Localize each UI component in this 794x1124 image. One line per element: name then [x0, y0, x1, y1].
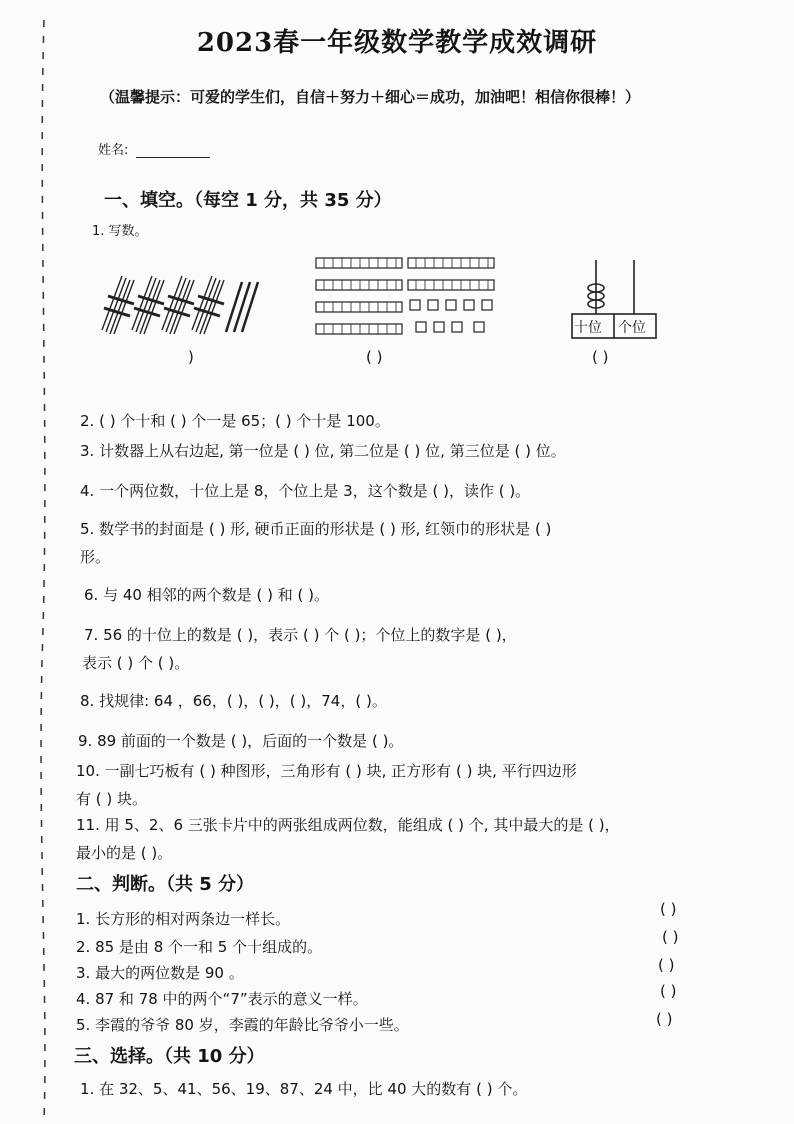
- bundle-3: [162, 276, 194, 334]
- judge-item-4: 4. 87 和 78 中的两个“7”表示的意义一样。: [76, 990, 368, 1008]
- q1-label: 1. 写数。: [92, 224, 148, 239]
- question-3: 3. 计数器上从右边起, 第一位是 ( ) 位, 第二位是 ( ) 位, 第三位是 ( ) 位。: [80, 442, 566, 460]
- choice-item-1: 1. 在 32、5、41、56、19、87、24 中，比 40 大的数有 ( ) 个。: [80, 1080, 528, 1098]
- question-9: 9. 89 前面的一个数是 ( )，后面的一个数是 ( )。: [78, 732, 404, 750]
- stick-bundles-picture: [96, 268, 276, 338]
- judge-item-1: 1. 长方形的相对两条边一样长。: [76, 910, 291, 928]
- judge-item-5: 5. 李霞的爷爷 80 岁，李霞的年龄比爷爷小一些。: [76, 1016, 409, 1034]
- judge-answer-4[interactable]: ( ): [660, 982, 677, 1000]
- question-5: 5. 数学书的封面是 ( ) 形, 硬币正面的形状是 ( ) 形, 红领巾的形状是 ( ): [80, 520, 552, 538]
- question-6: 6. 与 40 相邻的两个数是 ( ) 和 ( )。: [84, 586, 329, 604]
- question-10-cont: 有 ( ) 块。: [76, 790, 148, 808]
- name-blank-line[interactable]: [136, 145, 210, 158]
- section2-heading: 二、判断。（共 5 分）: [76, 874, 255, 895]
- judge-item-2: 2. 85 是由 8 个一和 5 个十组成的。: [76, 938, 323, 956]
- judge-answer-5[interactable]: ( ): [656, 1010, 673, 1028]
- judge-item-3: 3. 最大的两位数是 90 。: [76, 964, 244, 982]
- question-11: 11. 用 5、2、6 三张卡片中的两张组成两位数，能组成 ( ) 个, 其中最大的是 ( )，: [76, 816, 620, 834]
- judge-answer-1[interactable]: ( ): [660, 900, 677, 918]
- question-10: 10. 一副七巧板有 ( ) 种图形，三角形有 ( ) 块, 正方形有 ( ) 块, 平行四边形: [76, 762, 577, 780]
- section1-heading: 一、填空。（每空 1 分，共 35 分）: [104, 190, 392, 211]
- warm-tip: （温馨提示：可爱的学生们，自信＋努力＋细心＝成功，加油吧！相信你很棒！）: [100, 88, 641, 106]
- question-5-cont: 形。: [80, 548, 111, 566]
- question-4: 4. 一个两位数，十位上是 8，个位上是 3，这个数是 ( )，读作 ( )。: [80, 482, 531, 500]
- q1-answer-2[interactable]: ( ): [366, 348, 383, 366]
- question-7: 7. 56 的十位上的数是 ( )，表示 ( ) 个 ( )；个位上的数字是 ( )，: [84, 626, 517, 644]
- name-label: 姓名:: [98, 143, 129, 158]
- bundle-4: [192, 276, 224, 334]
- section3-heading: 三、选择。（共 10 分）: [74, 1046, 265, 1067]
- abacus-label-tens: 十位: [574, 320, 602, 336]
- name-field: [98, 139, 210, 158]
- q1-answer-1[interactable]: ): [188, 348, 194, 366]
- bundle-1: [102, 276, 134, 334]
- question-7-cont: 表示 ( ) 个 ( )。: [82, 654, 190, 672]
- page-title: 2023春一年级数学教学成效调研: [196, 28, 598, 58]
- question-11-cont: 最小的是 ( )。: [76, 844, 173, 862]
- abacus-label-ones: 个位: [618, 320, 646, 336]
- judge-answer-2[interactable]: ( ): [662, 928, 679, 946]
- question-8: 8. 找规律: 64 ，66，( )，( )，( )，74，( )。: [80, 692, 387, 710]
- binding-cut-line: [34, 20, 54, 1120]
- bundle-2: [132, 276, 164, 334]
- single-sticks: [226, 282, 258, 332]
- question-2: 2. ( ) 个十和 ( ) 个一是 65；( ) 个十是 100。: [80, 412, 390, 430]
- tens-rods-and-cubes-picture: [312, 252, 502, 342]
- q1-answer-3[interactable]: ( ): [592, 348, 609, 366]
- judge-answer-3[interactable]: ( ): [658, 956, 675, 974]
